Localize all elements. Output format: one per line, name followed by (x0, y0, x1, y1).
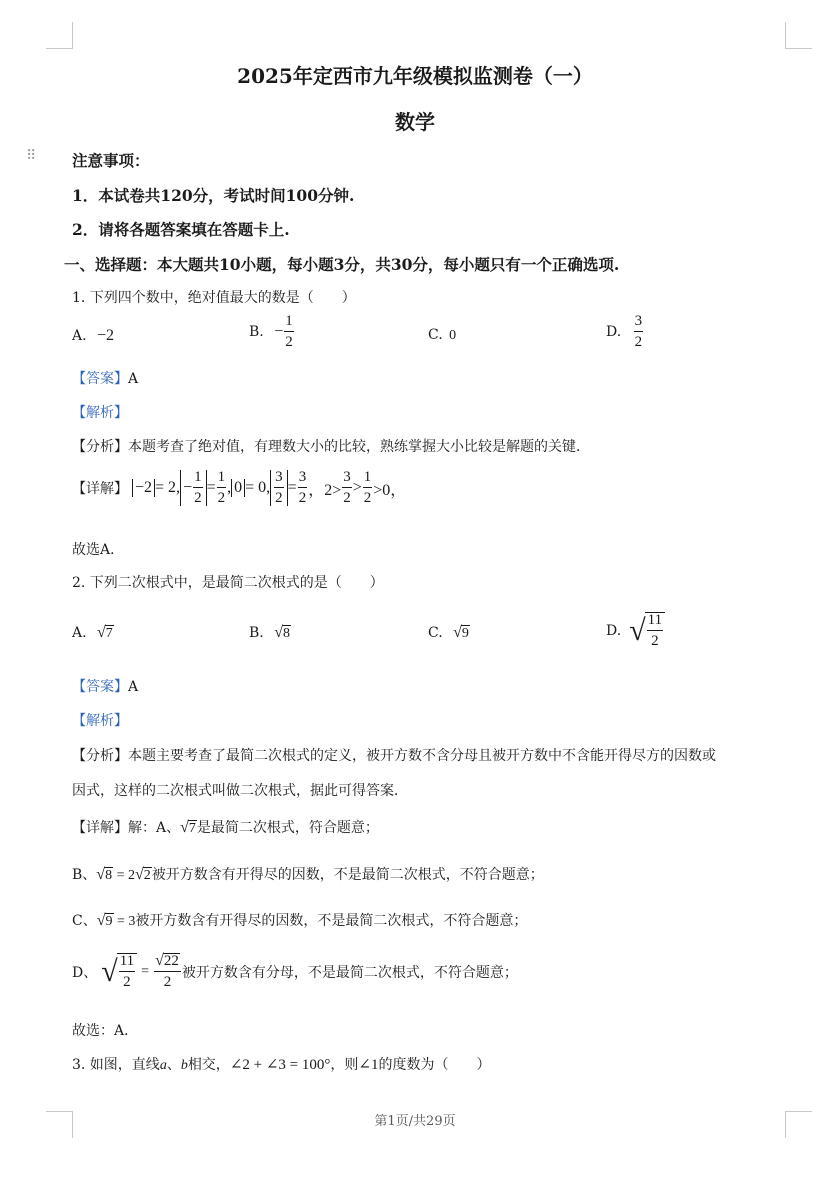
detail-tag: 【详解】 (72, 481, 128, 497)
option-label: D. (606, 324, 622, 340)
q1-option-a[interactable] (72, 327, 114, 345)
drag-handle-icon[interactable]: ⠿ (26, 148, 36, 164)
option-label: D. (606, 622, 622, 639)
option-label: C. (428, 625, 443, 641)
fraction: $\frac{3}{2}$ (634, 313, 643, 350)
q1-option-d[interactable] (606, 314, 644, 350)
q2-option-a[interactable]: A. √7 (72, 624, 113, 641)
answer-value: A (128, 371, 139, 387)
q1-option-c[interactable] (428, 327, 456, 344)
answer-tag: 【答案】 (72, 371, 128, 387)
question-3-stem: 3. 如图，直线a、b相交，∠2 + ∠3 = 100°，则∠1的度数为（ ） (72, 1057, 491, 1073)
fenxi-tag: 【分析】 (72, 748, 128, 764)
question-1-stem: 1. 下列四个数中，绝对值最大的数是（ ） (72, 290, 356, 306)
detail-tag: 【详解】 (72, 820, 128, 836)
page-number: 第1页/共29页 (374, 1114, 456, 1129)
option-value: −2 (97, 327, 115, 344)
option-label: B. (249, 324, 264, 340)
q2-option-b[interactable]: B. √8 (249, 624, 290, 641)
option-label: B. (249, 625, 264, 641)
notice-heading: 注意事项： (72, 151, 150, 170)
answer-tag: 【答案】 (72, 679, 128, 695)
q2-detail-c: C、√9 = 3被开方数含有开得尽的因数，不是最简二次根式，不符合题意； (72, 912, 528, 929)
detail-math: −2 = 2, − $\frac{1}{2}$ = $\frac{1}{2}$ , 0 = 0, $\frac{3}{2}$ = $\frac{3}{2}$ ，2> $\frac{3}{2}$ > $\frac{1}{2}$ >0， (132, 470, 406, 506)
option-label: A. (72, 625, 87, 641)
notice-item-1: 1．本试卷共120分，考试时间100分钟. (72, 186, 355, 205)
q2-fenxi-line-1 (72, 745, 716, 765)
q2-conclusion: 故选：A． (72, 1023, 139, 1039)
q1-answer (72, 368, 138, 388)
q2-option-c[interactable]: C. √9 (428, 624, 469, 641)
q1-fenxi (72, 436, 590, 456)
radicand: 8 (282, 626, 290, 641)
page-subject: 数学 (395, 110, 435, 134)
question-2-stem: 2. 下列二次根式中，是最简二次根式的是（ ） (72, 575, 384, 591)
crop-mark-top-right (785, 22, 812, 49)
q1-conclusion: 故选A． (72, 542, 125, 558)
radicand: 7 (105, 626, 113, 641)
q1-analysis-tag: 【解析】 (72, 405, 128, 421)
notice-item-2: 2．请将各题答案填在答题卡上. (72, 220, 290, 239)
q1-option-b[interactable] (249, 314, 295, 350)
fraction: $\frac{1}{2}$ (285, 313, 293, 350)
option-value: 0 (449, 328, 457, 343)
option-sign: − (274, 323, 284, 340)
crop-mark-top-left (46, 22, 73, 49)
answer-value: A (128, 679, 139, 695)
q1-detail (72, 470, 406, 506)
option-label: C. (428, 327, 443, 343)
q2-detail-a: 【详解】解：A、√7是最简二次根式，符合题意； (72, 819, 379, 836)
q2-option-d[interactable]: D. √ $\frac{11}{2}$ (606, 612, 665, 649)
fenxi-tag: 【分析】 (72, 439, 128, 455)
option-label: A. (72, 328, 87, 344)
q2-analysis-tag: 【解析】 (72, 713, 128, 729)
q2-answer (72, 676, 138, 696)
section-heading: 一、选择题：本大题共10小题，每小题3分，共30分，每小题只有一个正确选项. (64, 255, 620, 274)
fenxi-text: 本题主要考查了最简二次根式的定义，被开方数不含分母且被开方数中不含能开得尽方的因数或 (128, 748, 716, 764)
q2-fenxi-line-2: 因式，这样的二次根式叫做二次根式，据此可得答案． (72, 783, 408, 799)
q2-detail-d: D、 √ $\frac{11}{2}$ = $\frac{√22}{2}$ 被开方数含有分母，不是最简二次根式，不符合题意； (72, 952, 518, 990)
fenxi-text: 本题考查了绝对值，有理数大小的比较，熟练掌握大小比较是解题的关键． (128, 439, 590, 455)
page-title: 2025年定西市九年级模拟监测卷（一） (237, 64, 593, 88)
q2-detail-b: B、√8 = 2√2被开方数含有开得尽的因数，不是最简二次根式，不符合题意； (72, 866, 544, 883)
radicand: 9 (461, 626, 469, 641)
